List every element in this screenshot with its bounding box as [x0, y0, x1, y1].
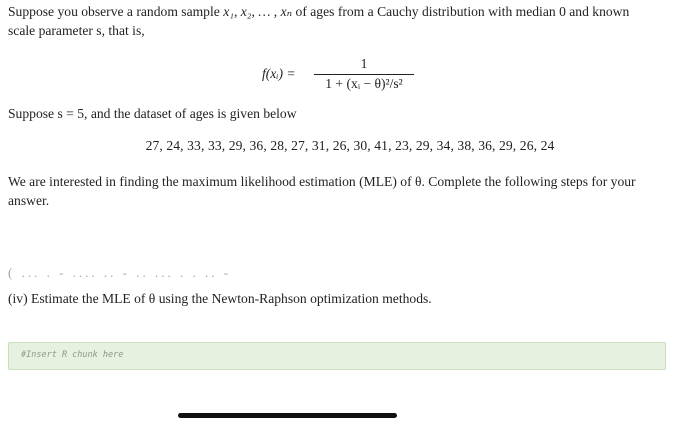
- sample-notation: x₁, x₂, … , xₙ: [223, 4, 293, 19]
- parameter-statement: Suppose s = 5, and the dataset of ages is given below: [8, 106, 297, 121]
- formula-numerator: 1: [360, 56, 368, 71]
- home-indicator-bar[interactable]: [178, 413, 397, 418]
- formula-fraction: [314, 56, 414, 92]
- dataset-values: 27, 24, 33, 33, 29, 36, 28, 27, 31, 26, 30, 41, 23, 29, 34, 38, 36, 29, 26, 24: [145, 138, 555, 153]
- fraction-bar: [314, 74, 414, 75]
- formula-lhs: f(xᵢ) =: [262, 66, 296, 81]
- clipped-text-line: ( ... . - .... .. - .. ... . . .. -: [8, 265, 232, 280]
- step-iv-text: (iv) Estimate the MLE of θ using the Newton-Raphson optimization methods.: [8, 291, 432, 306]
- goal-line-1: We are interested in finding the maximum likelihood estimation (MLE) of θ. Complete the following steps for your: [8, 174, 636, 189]
- intro-line-1: Suppose you observe a random sample x₁, x₂, … , xₙ of ages from a Cauchy distribution with median 0 and known: [8, 4, 630, 19]
- goal-line-2: answer.: [8, 193, 50, 208]
- r-code-chunk[interactable]: [8, 342, 666, 370]
- intro-line-2: scale parameter s, that is,: [8, 23, 145, 38]
- formula-denominator: 1 + (xᵢ − θ)²/s²: [325, 76, 403, 91]
- code-chunk-placeholder: #Insert R chunk here: [21, 350, 124, 360]
